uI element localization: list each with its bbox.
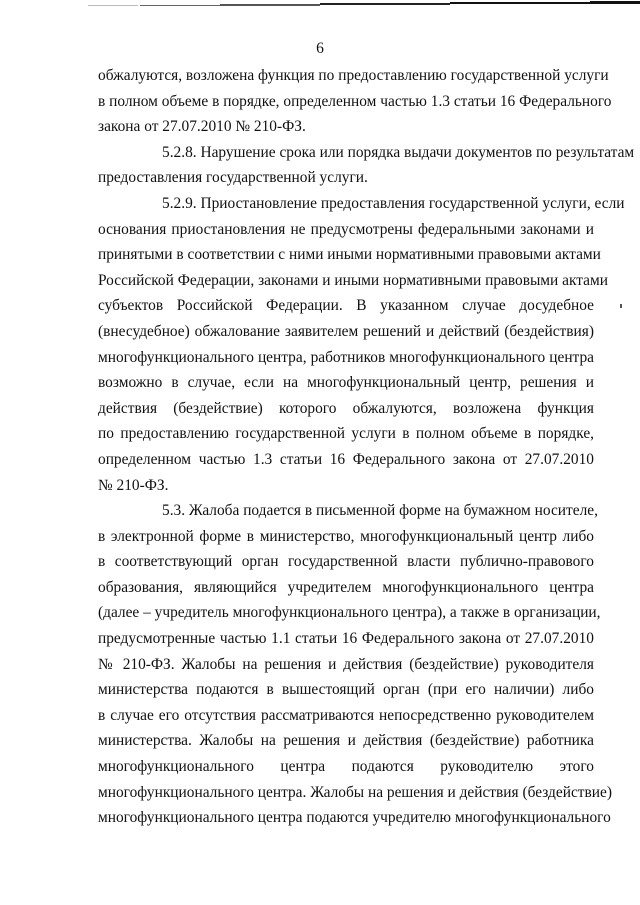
text-line: многофункционального центра подаются учредителю многофункционального	[98, 809, 611, 827]
scan-speck	[620, 304, 622, 308]
scan-top-edge	[0, 0, 640, 8]
text-line: в электронной форме в министерство, многофункциональный центр либо	[98, 527, 594, 545]
text-line: определенном частью 1.3 статьи 16 Федерального закона от 27.07.2010	[98, 450, 594, 468]
text-line: многофункционального центра, работников многофункционального центра	[98, 348, 594, 366]
text-line: № 210-ФЗ.	[98, 476, 169, 494]
text-line: действия (бездействие) которого обжалуются, возложена функция	[98, 399, 594, 417]
text-line: 5.3. Жалоба подается в письменной форме на бумажном носителе,	[162, 502, 598, 520]
text-line: в случае его отсутствия рассматриваются непосредственно руководителем	[98, 706, 594, 724]
text-line: по предоставлению государственной услуги в полном объеме в порядке,	[98, 425, 594, 443]
text-line: возможно в случае, если на многофункциональный центр, решения и	[98, 374, 594, 392]
text-line: № 210-ФЗ. Жалобы на решения и действия (бездействие) руководителя	[98, 655, 594, 673]
text-line: (внесудебное) обжалование заявителем решений и действий (бездействия)	[98, 322, 594, 340]
text-line: в полном объеме в порядке, определенном частью 1.3 статьи 16 Федерального	[98, 92, 612, 110]
text-line: принятыми в соответствии с ними иными нормативными правовыми актами	[98, 246, 601, 264]
text-line: многофункционального центра. Жалобы на решения и действия (бездействие)	[98, 783, 612, 801]
text-line: основания приостановления не предусмотрены федеральными законами и	[98, 220, 594, 238]
text-line: (далее – учредитель многофункционального центра), а также в организации,	[98, 604, 601, 622]
text-line: предусмотренные частью 1.1 статьи 16 Федерального закона от 27.07.2010	[98, 630, 594, 648]
document-body	[98, 63, 635, 831]
text-line: обжалуются, возложена функция по предоставлению государственной услуги	[98, 67, 609, 84]
text-line: Российской Федерации, законами и иными нормативными правовыми актами	[98, 271, 608, 289]
text-line: многофункционального центра подаются руководителю этого	[98, 758, 594, 776]
text-line: закона от 27.07.2010 № 210-ФЗ.	[98, 118, 306, 136]
text-line: предоставления государственной услуги.	[98, 169, 368, 187]
text-line: образования, являющийся учредителем многофункционального центра	[98, 578, 594, 596]
text-line: в соответствующий орган государственной власти публично-правового	[98, 553, 594, 571]
text-line: министерства подаются в вышестоящий орган (при его наличии) либо	[98, 681, 594, 699]
text-line: субъектов Российской Федерации. В указанном случае досудебное	[98, 297, 594, 315]
text-line: 5.2.9. Приостановление предоставления государственной услуги, если	[162, 194, 625, 212]
text-line: 5.2.8. Нарушение срока или порядка выдачи документов по результатам	[162, 143, 635, 161]
page-number: 6	[316, 40, 324, 57]
text-line: министерства. Жалобы на решения и действия (бездействие) работника	[98, 732, 594, 750]
